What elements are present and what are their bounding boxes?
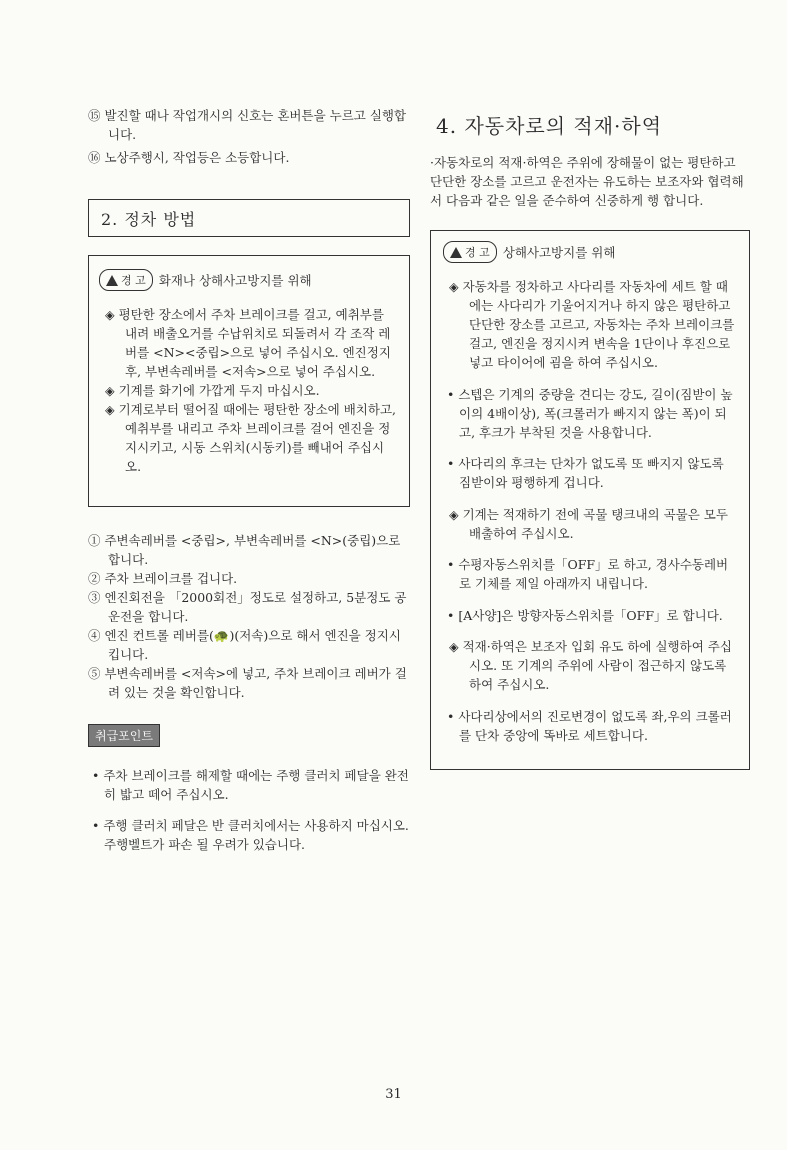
warning-triangle-icon	[450, 247, 462, 258]
step-item: ③ 엔진회전을 「2000회전」정도로 설정하고, 5분정도 공운전을 합니다.	[88, 590, 407, 624]
step-list	[88, 531, 410, 702]
page-number: 31	[385, 1087, 402, 1102]
right-intro: ·자동차로의 적재·하역은 주위에 장해물이 없는 평탄하고 단단한 장소를 고르고 운전자는 유도하는 보조자와 협력해서 다음과 같은 일을 준수하여 신중하게 행 합니다.	[430, 155, 744, 208]
warning-item: • [A사양]은 방향자동스위치를「OFF」로 합니다.	[447, 607, 723, 623]
warning-bullet: ◈ 기계를 화기에 가깝게 두지 마십시오.	[105, 383, 320, 398]
tip-item: • 주차 브레이크를 해제할 때에는 주행 클러치 페달을 완전히 밟고 떼어 주십시오.	[92, 767, 409, 802]
warning-item: ◈ 자동차를 정차하고 사다리를 자동차에 세트 할 때에는 사다리가 기울어지거나 하지 않은 평탄하고 단단한 장소를 고르고, 자동차는 주차 브레이크를 걸고, 엔진을 정지시켜 변속을 1단이나 후진으로 넣고 타이어에 굄을 하여 주십시오.	[449, 279, 735, 370]
step-item: ⑤ 부변속레버를 <저속>에 넣고, 주차 브레이크 레버가 걸려 있는 것을 확인합니다.	[88, 666, 407, 700]
left-warning-box	[88, 255, 410, 507]
right-warning-box	[430, 230, 750, 770]
warning-badge	[443, 241, 497, 263]
step-item: ① 주변속레버를 <중립>, 부변속레버를 <N>(중립)으로 합니다.	[88, 533, 401, 567]
step-item: ④ 엔진 컨트롤 레버를(🐢)(저속)으로 해서 엔진을 정지시킵니다.	[88, 628, 401, 662]
warning-bullet: ◈ 평탄한 장소에서 주차 브레이크를 걸고, 예취부를 내려 배출오거를 수납위치로 되돌려서 각 조작 레버를 <N><중립>으로 넣어 주십시오. 엔진정지후, 부변속레버를 <저속>으로 넣어 주십시오.	[105, 307, 391, 379]
step-item: ② 주차 브레이크를 겁니다.	[88, 571, 238, 586]
warning-badge	[99, 269, 153, 291]
warning-heading: 화재나 상해사고방지를 위해	[158, 273, 312, 288]
warning-item: • 수평자동스위치를「OFF」로 하고, 경사수동레버로 기체를 제일 아래까지 내립니다.	[447, 557, 729, 591]
right-section-title: 4. 자동차로의 적재·하역	[436, 114, 663, 138]
left-warning-header	[99, 269, 399, 291]
item-15: ⑮ 발진할 때나 작업개시의 신호는 혼버튼을 누르고 실행합니다.	[88, 108, 407, 142]
right-column	[430, 106, 750, 770]
warning-triangle-icon	[106, 275, 118, 286]
section-title-box	[88, 199, 410, 237]
warning-item: • 사다리의 후크는 단차가 없도록 또 빠지지 않도록 짐받이와 평행하게 겁니다.	[447, 456, 724, 490]
section-title: 2. 정차 방법	[101, 209, 197, 229]
tip-item: • 주행 클러치 페달은 반 클러치에서는 사용하지 마십시오. 주행벨트가 파손 될 우려가 있습니다.	[92, 818, 409, 852]
tip-label: 취급포인트	[88, 724, 160, 747]
warning-badge-label: 경 고	[121, 274, 146, 287]
warning-heading: 상해사고방지를 위해	[502, 245, 616, 260]
right-warning-header	[443, 241, 739, 263]
item-16: ⑯ 노상주행시, 작업등은 소등합니다.	[88, 150, 290, 165]
warning-item: • 사다리상에서의 진로변경이 없도록 좌,우의 크롤러를 단차 중앙에 똑바로 세트합니다.	[447, 708, 732, 743]
warning-badge-label: 경 고	[465, 246, 490, 259]
warning-item: • 스텝은 기계의 중량을 견디는 강도, 길이(짐받이 높이의 4배이상), 폭(크롤러가 빠지지 않는 폭)이 되고, 후크가 부착된 것을 사용합니다.	[447, 386, 733, 440]
warning-item: ◈ 기계는 적재하기 전에 곡물 탱크내의 곡물은 모두 배출하여 주십시오.	[449, 506, 728, 541]
left-column	[88, 106, 410, 867]
warning-bullet: ◈ 기계로부터 떨어질 때에는 평탄한 장소에 배치하고, 예취부를 내리고 주차 브레이크를 걸어 엔진을 정지시키고, 시동 스위치(시동키)를 빼내어 주십시오.	[105, 402, 397, 474]
warning-item: ◈ 적재·하역은 보조자 입회 유도 하에 실행하여 주십시오. 또 기계의 주위에 사람이 접근하지 않도록 하여 주십시오.	[449, 639, 732, 692]
